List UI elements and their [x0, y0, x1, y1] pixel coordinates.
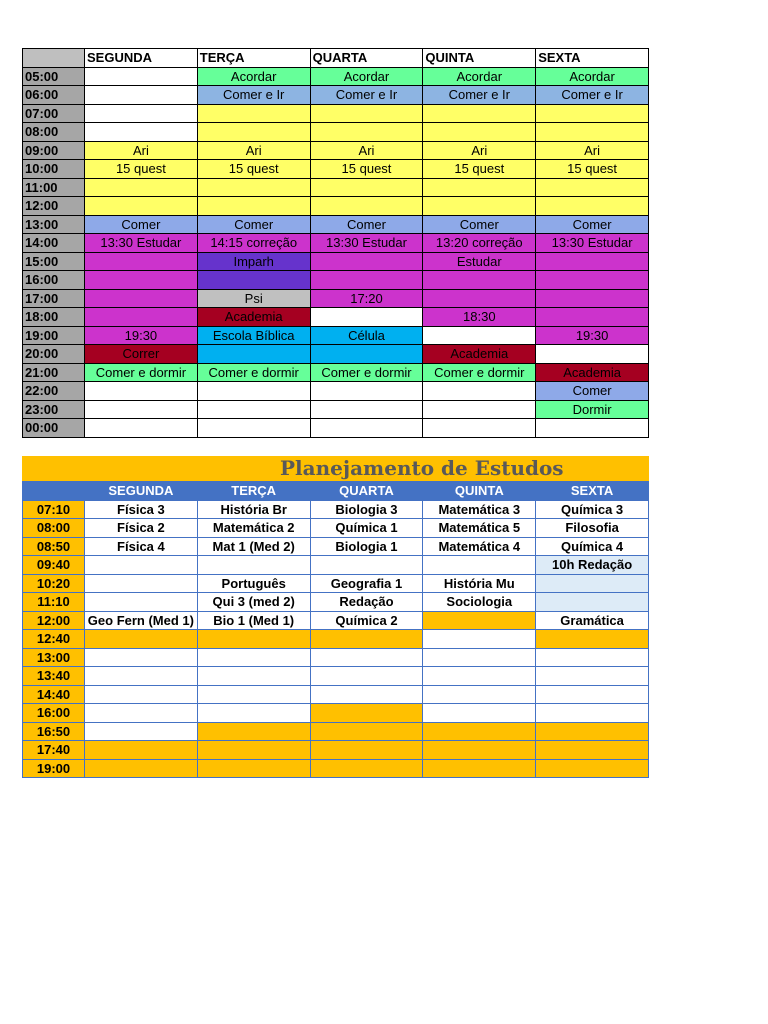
study-cell: [197, 685, 310, 704]
schedule-cell: [536, 345, 649, 364]
schedule-cell: Escola Bíblica: [197, 326, 310, 345]
study-cell: [85, 667, 198, 686]
schedule-cell: [536, 308, 649, 327]
schedule-row: [23, 419, 649, 438]
schedule-cell: 14:15 correção: [197, 234, 310, 253]
schedule-cell: [423, 197, 536, 216]
schedule-cell: 15 quest: [423, 160, 536, 179]
schedule-cell: [85, 104, 198, 123]
schedule-cell: [423, 178, 536, 197]
study-row: [23, 556, 649, 575]
study-row: [23, 593, 649, 612]
schedule-cell: [85, 308, 198, 327]
schedule-time-cell: 23:00: [23, 400, 85, 419]
schedule-cell: Comer e Ir: [423, 86, 536, 105]
study-cell: [85, 704, 198, 723]
schedule-cell: Acordar: [423, 67, 536, 86]
schedule-cell: [536, 197, 649, 216]
schedule-cell: Psi: [197, 289, 310, 308]
schedule-cell: 13:30 Estudar: [85, 234, 198, 253]
schedule-cell: Ari: [423, 141, 536, 160]
study-cell: [536, 722, 649, 741]
schedule-cell: 18:30: [423, 308, 536, 327]
study-cell: [423, 667, 536, 686]
study-cell: [197, 741, 310, 760]
schedule-time-cell: 09:00: [23, 141, 85, 160]
study-cell: [85, 759, 198, 778]
schedule-row: [23, 178, 649, 197]
study-cell: [423, 648, 536, 667]
study-cell: Física 4: [85, 537, 198, 556]
schedule-cell: [85, 271, 198, 290]
study-cell: [536, 685, 649, 704]
schedule-cell: Comer e Ir: [536, 86, 649, 105]
study-row: [23, 759, 649, 778]
schedule-time-cell: 11:00: [23, 178, 85, 197]
schedule-cell: [423, 382, 536, 401]
schedule-cell: Comer e Ir: [197, 86, 310, 105]
schedule-cell: [85, 419, 198, 438]
schedule-body: [23, 67, 649, 437]
schedule-cell: [536, 419, 649, 438]
schedule-cell: [310, 178, 423, 197]
schedule-cell: [310, 382, 423, 401]
schedule-cell: [310, 400, 423, 419]
study-cell: Biologia 3: [310, 500, 423, 519]
schedule-cell: [85, 382, 198, 401]
schedule-cell: 17:20: [310, 289, 423, 308]
schedule-cell: 15 quest: [197, 160, 310, 179]
study-cell: Português: [197, 574, 310, 593]
schedule-cell: Comer e dormir: [310, 363, 423, 382]
study-row: [23, 500, 649, 519]
schedule-row: [23, 345, 649, 364]
study-cell: [310, 630, 423, 649]
schedule-time-cell: 16:00: [23, 271, 85, 290]
schedule-cell: [85, 400, 198, 419]
study-cell: [197, 759, 310, 778]
study-cell: [310, 685, 423, 704]
study-time-cell: 12:40: [23, 630, 85, 649]
schedule-cell: Acordar: [536, 67, 649, 86]
study-cell: Química 3: [536, 500, 649, 519]
schedule-cell: Dormir: [536, 400, 649, 419]
schedule-time-cell: 22:00: [23, 382, 85, 401]
study-cell: [85, 630, 198, 649]
study-time-cell: 14:40: [23, 685, 85, 704]
study-cell: [536, 741, 649, 760]
study-cell: [310, 704, 423, 723]
schedule-time-cell: 07:00: [23, 104, 85, 123]
study-cell: [310, 648, 423, 667]
study-cell: [197, 556, 310, 575]
schedule-row: [23, 326, 649, 345]
schedule-cell: [536, 271, 649, 290]
schedule-cell: Correr: [85, 345, 198, 364]
schedule-row: [23, 271, 649, 290]
study-time-cell: 08:50: [23, 537, 85, 556]
study-row: [23, 537, 649, 556]
schedule-time-cell: 15:00: [23, 252, 85, 271]
study-row: [23, 519, 649, 538]
schedule-cell: [423, 419, 536, 438]
study-time-cell: 11:10: [23, 593, 85, 612]
study-cell: Química 2: [310, 611, 423, 630]
schedule-row: [23, 363, 649, 382]
schedule-cell: 15 quest: [536, 160, 649, 179]
schedule-cell: Acordar: [310, 67, 423, 86]
schedule-cell: [197, 197, 310, 216]
study-cell: [536, 667, 649, 686]
schedule-cell: [310, 197, 423, 216]
study-cell: [423, 704, 536, 723]
schedule-cell: [310, 345, 423, 364]
schedule-cell: [536, 123, 649, 142]
schedule-cell: [197, 104, 310, 123]
study-time-cell: 17:40: [23, 741, 85, 760]
schedule-cell: [197, 271, 310, 290]
schedule-time-cell: 18:00: [23, 308, 85, 327]
schedule-cell: [85, 67, 198, 86]
schedule-cell: [197, 382, 310, 401]
schedule-cell: 13:30 Estudar: [536, 234, 649, 253]
schedule-cell: 13:30 Estudar: [310, 234, 423, 253]
schedule-day-header: QUARTA: [310, 49, 423, 68]
schedule-time-cell: 06:00: [23, 86, 85, 105]
study-header-row: [23, 482, 649, 501]
study-cell: [536, 704, 649, 723]
schedule-cell: [197, 123, 310, 142]
schedule-row: [23, 197, 649, 216]
study-cell: [423, 556, 536, 575]
schedule-day-header: SEGUNDA: [85, 49, 198, 68]
schedule-cell: [197, 345, 310, 364]
schedule-cell: [310, 271, 423, 290]
study-cell: Matemática 5: [423, 519, 536, 538]
schedule-cell: Ari: [197, 141, 310, 160]
schedule-cell: [85, 86, 198, 105]
study-cell: Matemática 4: [423, 537, 536, 556]
schedule-cell: Comer e dormir: [423, 363, 536, 382]
schedule-cell: Comer: [85, 215, 198, 234]
study-cell: [85, 648, 198, 667]
study-time-cell: 08:00: [23, 519, 85, 538]
study-time-cell: 19:00: [23, 759, 85, 778]
study-cell: Geo Fern (Med 1): [85, 611, 198, 630]
study-cell: [85, 685, 198, 704]
study-cell: Geografia 1: [310, 574, 423, 593]
study-day-header: QUARTA: [310, 482, 423, 501]
study-row: [23, 648, 649, 667]
study-cell: Química 4: [536, 537, 649, 556]
study-time-cell: 13:40: [23, 667, 85, 686]
schedule-cell: Imparh: [197, 252, 310, 271]
schedule-cell: Comer e dormir: [85, 363, 198, 382]
schedule-time-cell: 21:00: [23, 363, 85, 382]
study-row: [23, 685, 649, 704]
study-day-header: SEGUNDA: [85, 482, 198, 501]
study-row: [23, 630, 649, 649]
study-time-cell: 10:20: [23, 574, 85, 593]
schedule-cell: Acordar: [197, 67, 310, 86]
schedule-row: [23, 400, 649, 419]
schedule-cell: [85, 178, 198, 197]
study-cell: [85, 556, 198, 575]
study-cell: 10h Redação: [536, 556, 649, 575]
study-cell: [310, 759, 423, 778]
study-cell: Bio 1 (Med 1): [197, 611, 310, 630]
schedule-cell: [197, 178, 310, 197]
schedule-cell: Ari: [85, 141, 198, 160]
schedule-cell: [423, 123, 536, 142]
study-cell: [197, 722, 310, 741]
study-cell: [310, 741, 423, 760]
study-cell: Física 3: [85, 500, 198, 519]
schedule-cell: [85, 252, 198, 271]
study-cell: [423, 685, 536, 704]
schedule-cell: Comer: [423, 215, 536, 234]
study-time-cell: 13:00: [23, 648, 85, 667]
study-row: [23, 611, 649, 630]
study-cell: Qui 3 (med 2): [197, 593, 310, 612]
schedule-cell: [423, 400, 536, 419]
study-row: [23, 722, 649, 741]
study-cell: Matemática 3: [423, 500, 536, 519]
study-day-header: SEXTA: [536, 482, 649, 501]
study-time-cell: 07:10: [23, 500, 85, 519]
schedule-cell: Comer e Ir: [310, 86, 423, 105]
study-body: [23, 500, 649, 778]
schedule-cell: 15 quest: [85, 160, 198, 179]
schedule-cell: [536, 178, 649, 197]
schedule-row: [23, 160, 649, 179]
schedule-cell: [197, 419, 310, 438]
schedule-row: [23, 382, 649, 401]
schedule-cell: [310, 123, 423, 142]
study-cell: Mat 1 (Med 2): [197, 537, 310, 556]
study-time-cell: 16:00: [23, 704, 85, 723]
schedule-cell: 19:30: [536, 326, 649, 345]
study-cell: [85, 574, 198, 593]
schedule-cell: Comer: [536, 215, 649, 234]
study-corner-cell: [23, 482, 85, 501]
schedule-time-cell: 14:00: [23, 234, 85, 253]
schedule-cell: Comer e dormir: [197, 363, 310, 382]
study-cell: [310, 667, 423, 686]
study-cell: Física 2: [85, 519, 198, 538]
schedule-corner-cell: [23, 49, 85, 68]
study-row: [23, 704, 649, 723]
schedule-cell: Célula: [310, 326, 423, 345]
schedule-cell: Comer: [310, 215, 423, 234]
schedule-cell: [85, 123, 198, 142]
schedule-cell: [536, 252, 649, 271]
study-time-cell: 16:50: [23, 722, 85, 741]
study-cell: [310, 556, 423, 575]
study-row: [23, 574, 649, 593]
study-cell: Sociologia: [423, 593, 536, 612]
study-cell: Gramática: [536, 611, 649, 630]
schedule-time-cell: 19:00: [23, 326, 85, 345]
study-cell: [423, 741, 536, 760]
study-cell: Filosofia: [536, 519, 649, 538]
schedule-cell: [423, 104, 536, 123]
study-cell: [197, 648, 310, 667]
schedule-time-cell: 12:00: [23, 197, 85, 216]
schedule-row: [23, 252, 649, 271]
schedule-row: [23, 67, 649, 86]
study-time-cell: 09:40: [23, 556, 85, 575]
schedule-cell: Academia: [197, 308, 310, 327]
study-plan-title: Planejamento de Estudos: [22, 456, 649, 481]
schedule-row: [23, 141, 649, 160]
schedule-row: [23, 123, 649, 142]
study-cell: [536, 648, 649, 667]
study-cell: [85, 593, 198, 612]
schedule-header-row: [23, 49, 649, 68]
schedule-cell: [310, 308, 423, 327]
study-cell: Matemática 2: [197, 519, 310, 538]
study-cell: [197, 704, 310, 723]
schedule-cell: [536, 104, 649, 123]
schedule-cell: Academia: [423, 345, 536, 364]
schedule-cell: Ari: [536, 141, 649, 160]
study-cell: [197, 667, 310, 686]
schedule-time-cell: 08:00: [23, 123, 85, 142]
study-cell: [423, 722, 536, 741]
study-row: [23, 667, 649, 686]
study-cell: [310, 722, 423, 741]
schedule-cell: [536, 289, 649, 308]
study-cell: História Br: [197, 500, 310, 519]
schedule-cell: [423, 326, 536, 345]
study-cell: Química 1: [310, 519, 423, 538]
schedule-cell: Academia: [536, 363, 649, 382]
schedule-row: [23, 234, 649, 253]
study-day-header: QUINTA: [423, 482, 536, 501]
study-time-cell: 12:00: [23, 611, 85, 630]
schedule-row: [23, 86, 649, 105]
schedule-row: [23, 308, 649, 327]
study-cell: Redação: [310, 593, 423, 612]
study-plan-table: [22, 481, 649, 778]
study-row: [23, 741, 649, 760]
study-plan-section: [22, 456, 649, 778]
schedule-row: [23, 215, 649, 234]
study-cell: [85, 722, 198, 741]
schedule-cell: Estudar: [423, 252, 536, 271]
study-cell: [536, 574, 649, 593]
schedule-time-cell: 20:00: [23, 345, 85, 364]
schedule-cell: 19:30: [85, 326, 198, 345]
schedule-cell: 15 quest: [310, 160, 423, 179]
schedule-row: [23, 104, 649, 123]
schedule-cell: [197, 400, 310, 419]
study-cell: [536, 630, 649, 649]
study-cell: História Mu: [423, 574, 536, 593]
schedule-day-header: TERÇA: [197, 49, 310, 68]
schedule-cell: 13:20 correção: [423, 234, 536, 253]
study-cell: [85, 741, 198, 760]
schedule-cell: [310, 419, 423, 438]
study-day-header: TERÇA: [197, 482, 310, 501]
schedule-cell: [85, 289, 198, 308]
study-cell: [197, 630, 310, 649]
schedule-cell: [85, 197, 198, 216]
schedule-cell: [423, 289, 536, 308]
study-cell: [536, 593, 649, 612]
schedule-cell: Comer: [197, 215, 310, 234]
schedule-day-header: SEXTA: [536, 49, 649, 68]
schedule-time-cell: 17:00: [23, 289, 85, 308]
schedule-time-cell: 00:00: [23, 419, 85, 438]
study-cell: Biologia 1: [310, 537, 423, 556]
schedule-row: [23, 289, 649, 308]
schedule-cell: [423, 271, 536, 290]
schedule-time-cell: 05:00: [23, 67, 85, 86]
study-cell: [423, 611, 536, 630]
schedule-time-cell: 10:00: [23, 160, 85, 179]
schedule-cell: [310, 104, 423, 123]
schedule-cell: [310, 252, 423, 271]
schedule-day-header: QUINTA: [423, 49, 536, 68]
schedule-cell: Comer: [536, 382, 649, 401]
study-cell: [536, 759, 649, 778]
schedule-time-cell: 13:00: [23, 215, 85, 234]
study-cell: [423, 759, 536, 778]
schedule-cell: Ari: [310, 141, 423, 160]
daily-schedule-table: [22, 48, 649, 438]
study-cell: [423, 630, 536, 649]
